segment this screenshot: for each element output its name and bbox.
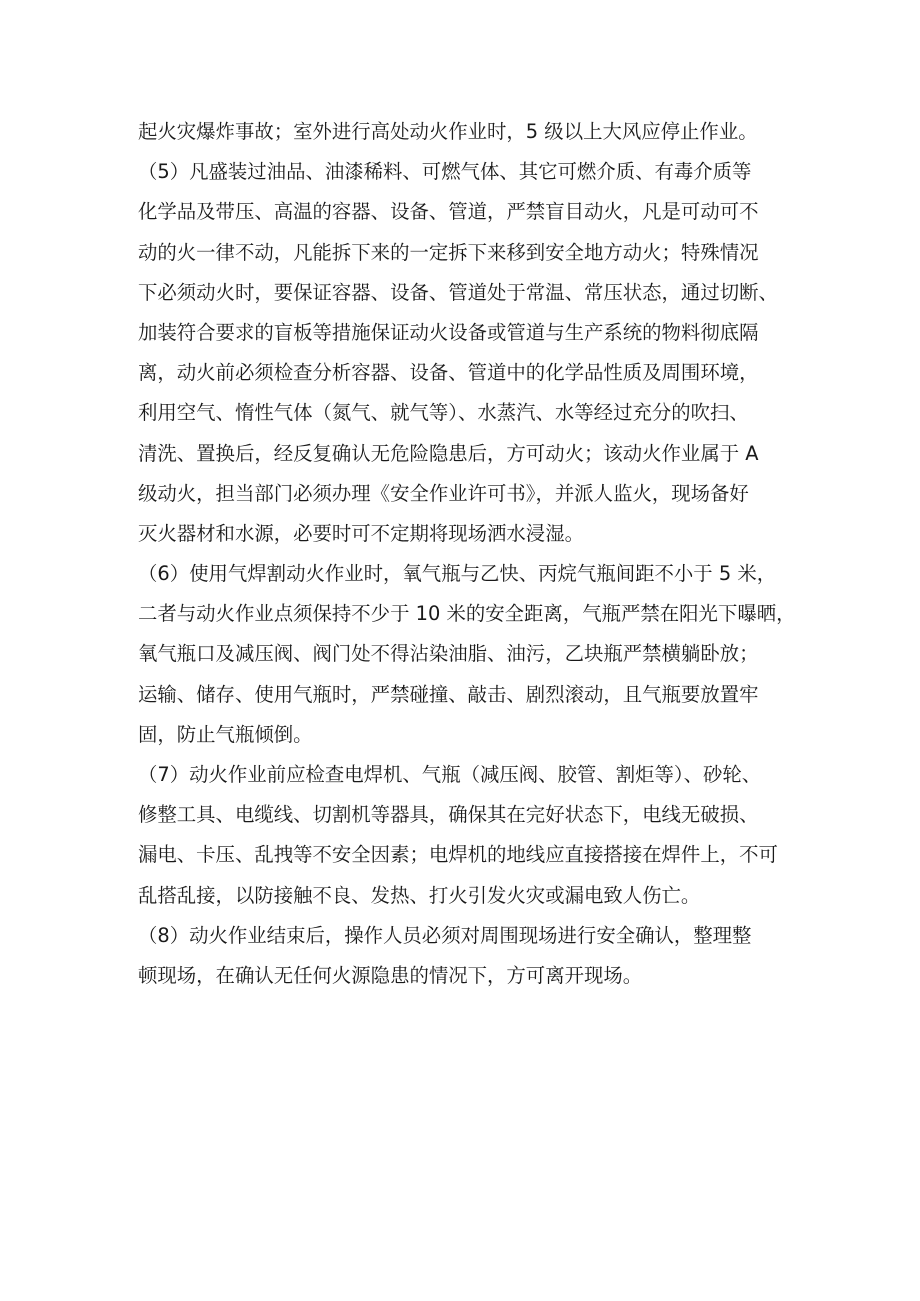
text-line: （5）凡盛装过油品、油漆稀料、可燃气体、其它可燃介质、有毒介质等 — [138, 160, 752, 184]
text-line: （6）使用气焊割动火作业时，氧气瓶与乙快、丙烷气瓶间距不小于 5 米， — [138, 562, 777, 586]
text-line: 起火灾爆炸事故；室外进行高处动火作业时，5 级以上大风应停止作业。 — [138, 120, 758, 143]
text-line: 漏电、卡压、乱拽等不安全因素；电焊机的地线应直接搭接在焊件上，不可 — [138, 843, 778, 867]
paragraph-8 — [138, 916, 798, 996]
text-line: 固，防止气瓶倾倒。 — [138, 722, 313, 746]
text-line: 级动火，担当部门必须办理《安全作业许可书》，并派人监火，现场备好 — [138, 481, 749, 505]
paragraph-6 — [138, 554, 798, 755]
paragraph-5 — [138, 152, 798, 554]
text-line: 修整工具、电缆线、切割机等器具，确保其在完好状态下，电线无破损、 — [138, 803, 759, 827]
text-line: 化学品及带压、高温的容器、设备、管道，严禁盲目动火，凡是可动可不 — [138, 200, 759, 224]
text-line: 氧气瓶口及减压阀、阀门处不得沾染油脂、油污，乙块瓶严禁横躺卧放； — [138, 642, 759, 666]
text-line: 下必须动火时，要保证容器、设备、管道处于常温、常压状态，通过切断、 — [138, 280, 778, 304]
text-line: （8）动火作业结束后，操作人员必须对周围现场进行安全确认，整理整 — [138, 923, 752, 947]
paragraph-7 — [138, 755, 798, 916]
paragraph-continued — [138, 112, 798, 152]
text-line: 清洗、置换后，经反复确认无危险隐患后，方可动火；该动火作业属于 A — [138, 441, 759, 465]
text-line: 离，动火前必须检查分析容器、设备、管道中的化学品性质及周围环境， — [138, 361, 759, 385]
text-line: 运输、储存、使用气瓶时，严禁碰撞、敲击、剧烈滚动，且气瓶要放置牢 — [138, 682, 759, 706]
text-line: （7）动火作业前应检查电焊机、气瓶（减压阀、胶管、割炬等）、砂轮、 — [138, 763, 762, 786]
document-body — [138, 112, 798, 996]
text-line: 二者与动火作业点须保持不少于 10 米的安全距离，气瓶严禁在阳光下曝晒， — [138, 602, 796, 626]
text-line: 加装符合要求的盲板等措施保证动火设备或管道与生产系统的物料彻底隔 — [138, 320, 759, 344]
text-line: 动的火一律不动，凡能拆下来的一定拆下来移到安全地方动火；特殊情况 — [138, 240, 759, 264]
text-line: 顿现场，在确认无任何火源隐患的情况下，方可离开现场。 — [138, 963, 643, 987]
text-line: 灭火器材和水源，必要时可不定期将现场洒水浸湿。 — [138, 521, 584, 545]
text-line: 利用空气、惰性气体（氮气、就气等）、水蒸汽、水等经过充分的吹扫、 — [138, 401, 749, 425]
text-line: 乱搭乱接，以防接触不良、发热、打火引发火灾或漏电致人伤亡。 — [138, 883, 701, 907]
